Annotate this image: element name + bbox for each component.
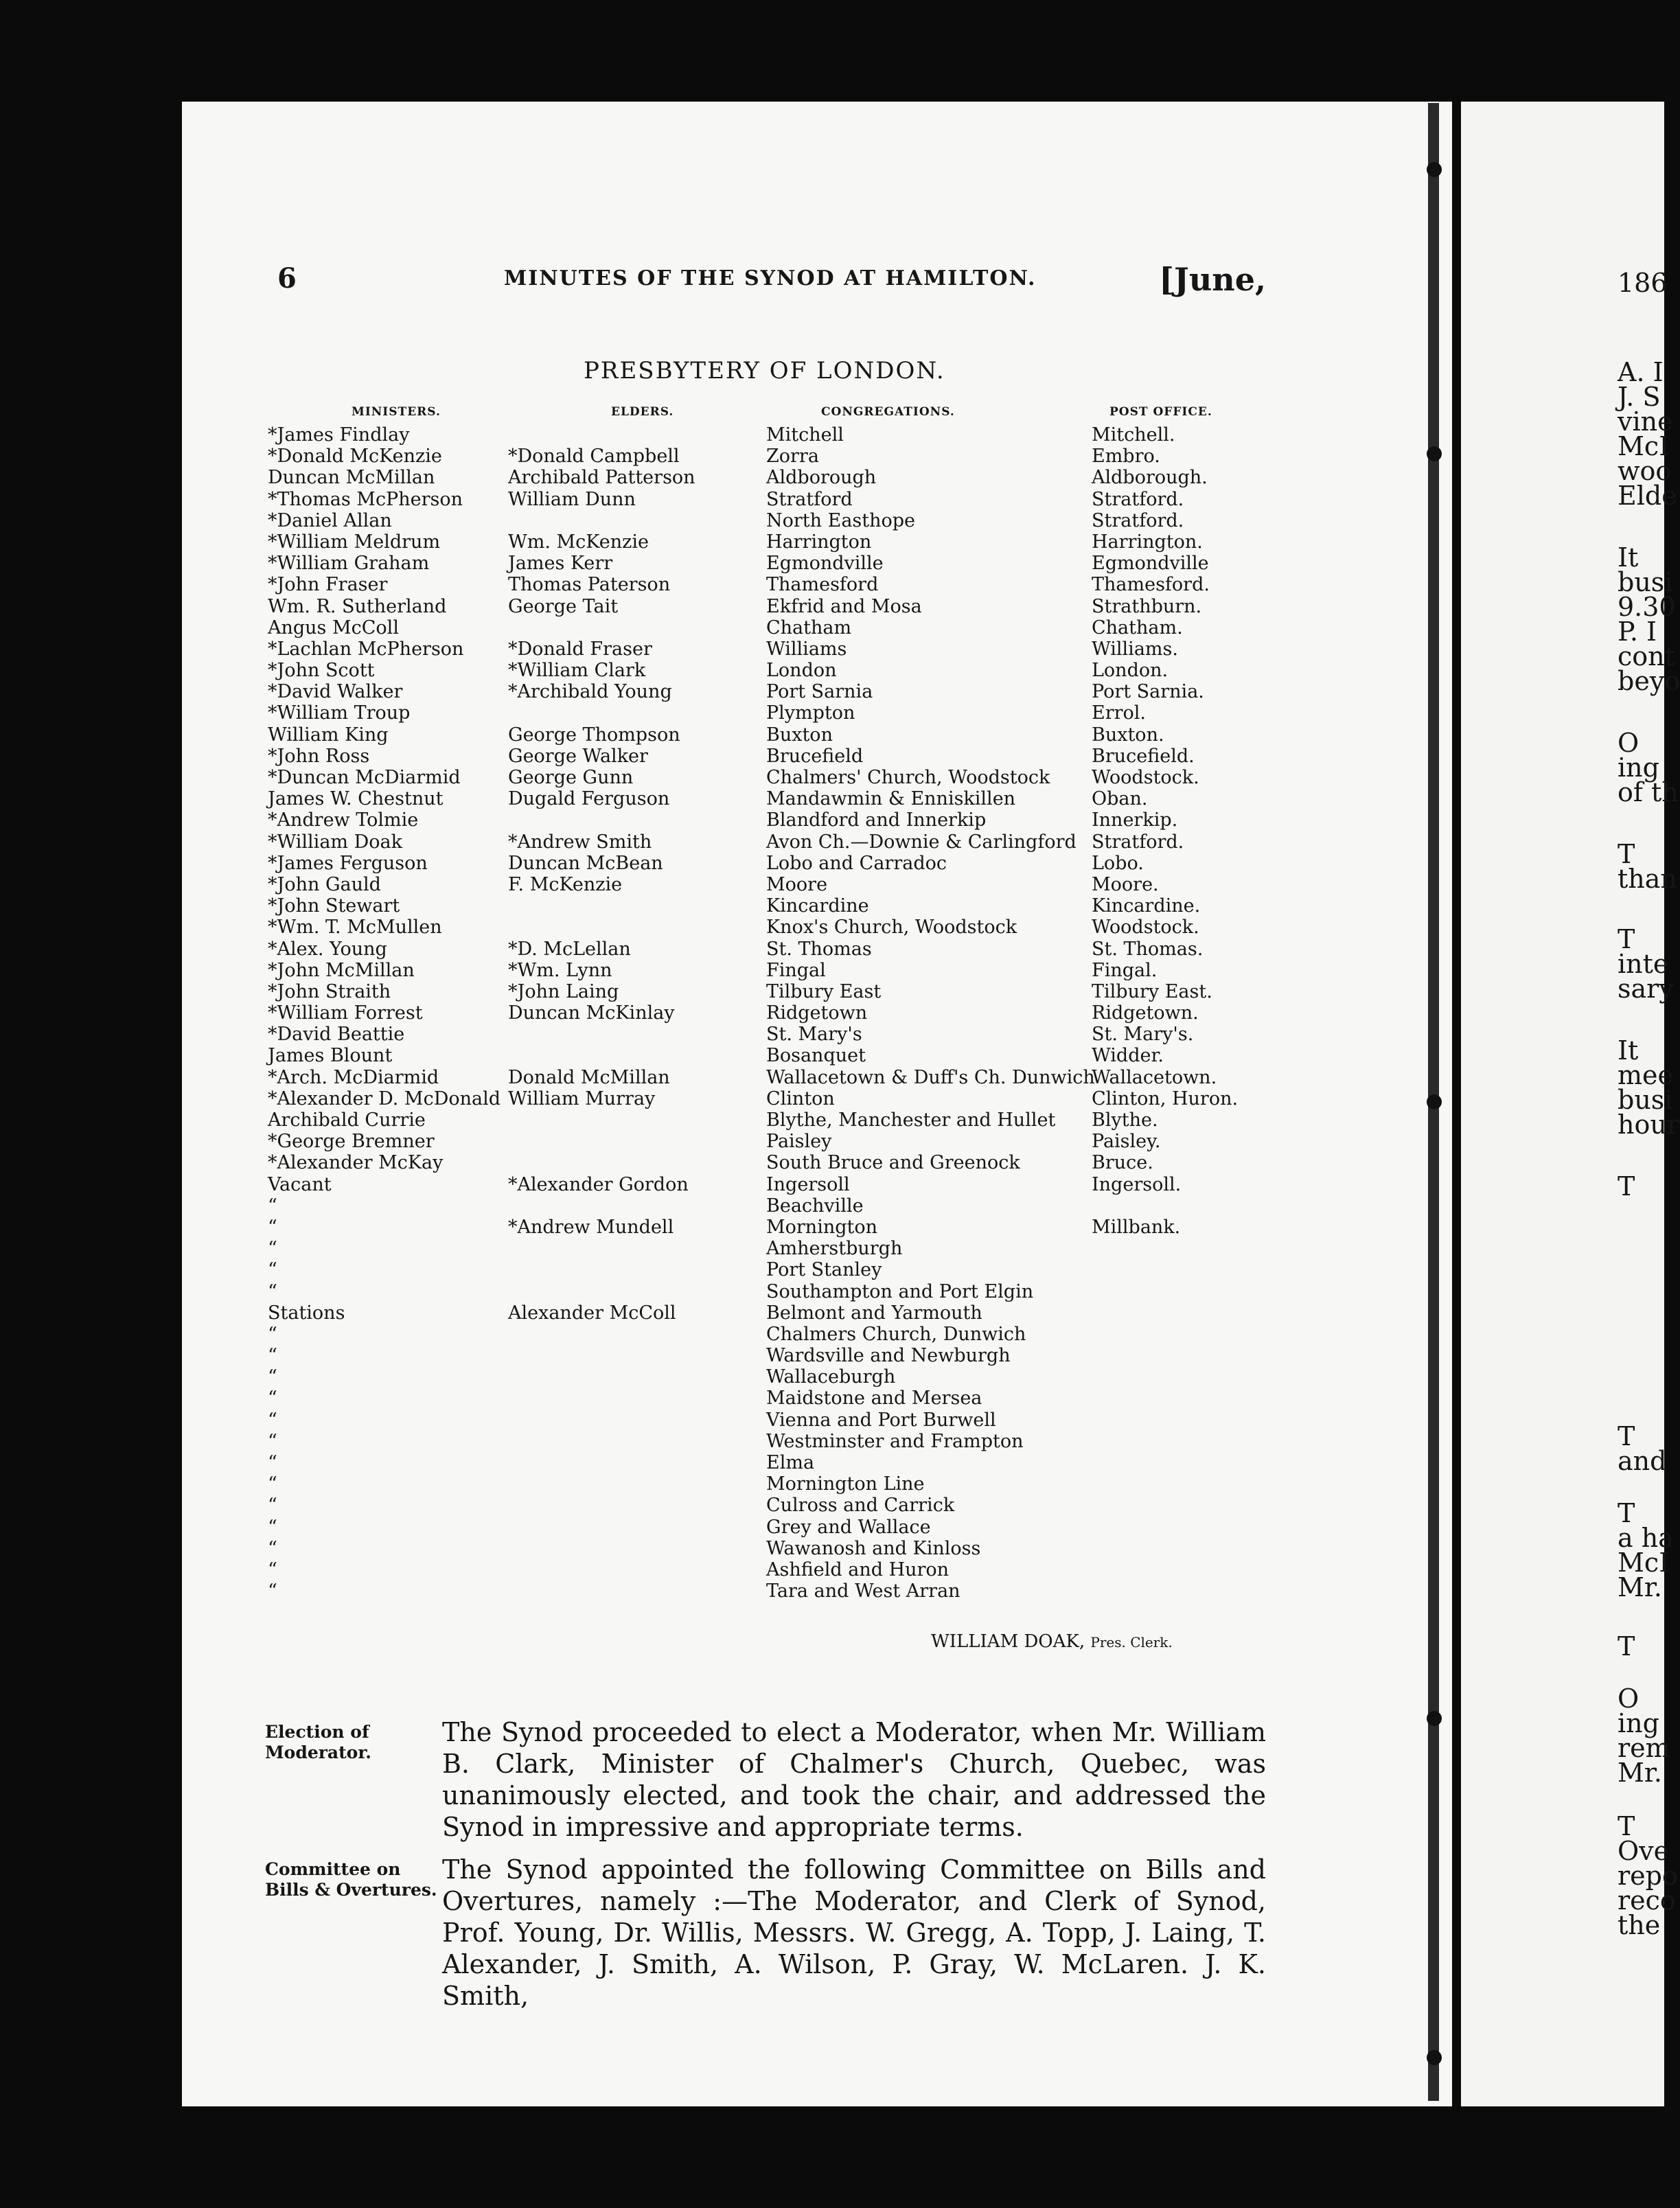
minister-cell: *William Troup [268,702,411,724]
congregation-cell: Knox's Church, Woodstock [766,917,1017,939]
right-page-line: P. I [1618,617,1657,647]
post-office-cell: Paisley. [1092,1131,1161,1153]
elder-cell: *Wm. Lynn [508,959,612,981]
table-row [268,981,1250,1002]
congregation-cell: Paisley [766,1131,832,1153]
table-row [268,724,1250,746]
congregation-cell: Williams [766,638,847,660]
minister-cell: “ [268,1409,277,1431]
congregation-cell: Blythe, Manchester and Hullet [766,1109,1056,1131]
right-page-line: beyo [1618,666,1680,696]
post-office-cell: St. Thomas. [1092,938,1204,960]
table-row [268,1517,1250,1538]
congregation-cell: Egmondville [766,553,884,575]
elder-cell: *Donald Campbell [508,446,680,468]
elder-cell: Wm. McKenzie [508,531,649,553]
table-row [268,596,1250,617]
table-row [268,1281,1250,1302]
table-row [268,1580,1250,1602]
table-row [268,1195,1250,1217]
congregation-cell: Wallacetown & Duff's Ch. Dunwich [766,1066,1095,1088]
congregation-cell: Moore [766,873,828,895]
minister-cell: *Arch. McDiarmid [268,1066,439,1088]
congregation-cell: Plympton [766,702,855,724]
minister-cell: “ [268,1495,277,1517]
table-row [268,702,1250,724]
minister-cell: *Daniel Allan [268,509,392,531]
congregation-cell: Westminster and Frampton [766,1430,1024,1452]
right-page-line: sary [1618,974,1674,1004]
post-office-cell: Mitchell. [1092,424,1175,446]
table-row [268,917,1250,938]
minister-cell: “ [268,1452,277,1473]
post-office-cell: Errol. [1092,702,1146,724]
elder-cell: Donald McMillan [508,1066,670,1088]
table-row [268,767,1250,788]
post-office-cell: Stratford. [1092,509,1184,531]
minister-cell: *Alex. Young [268,938,387,960]
congregation-cell: London [766,660,837,682]
minister-cell: James W. Chestnut [268,788,444,810]
minister-cell: “ [268,1473,277,1495]
minister-cell: *Wm. T. McMullen [268,917,442,939]
congregation-cell: Ridgetown [766,1002,868,1024]
congregation-cell: Aldborough [766,467,877,489]
congregation-cell: Clinton [766,1088,835,1109]
table-row [268,1131,1250,1152]
table-row [268,1088,1250,1109]
elder-cell: George Walker [508,745,648,767]
minister-cell: Vacant [268,1173,332,1195]
right-page-line: A. I [1618,357,1664,387]
minister-cell: *John Straith [268,980,391,1002]
elder-cell: *D. McLellan [508,938,631,960]
clerk-signature [931,1631,1173,1652]
table-row [268,574,1250,595]
minister-cell: *Donald McKenzie [268,446,442,468]
congregation-cell: Port Sarnia [766,681,873,703]
congregation-cell: Bosanquet [766,1045,866,1067]
post-office-cell: Bruce. [1092,1152,1153,1174]
table-row [268,746,1250,767]
minister-cell: *Duncan McDiarmid [268,767,461,788]
congregation-cell: Zorra [766,446,819,468]
post-office-cell: Embro. [1092,446,1160,468]
congregation-cell: Ekfrid and Mosa [766,595,922,617]
table-row [268,831,1250,853]
minister-cell: *David Beattie [268,1024,405,1046]
elder-cell: Archibald Patterson [508,467,695,489]
paragraph-committee: The Synod appointed the following Committee on Bills and Overtures, namely :—The Moderator, and Clerk of Synod, Prof. Young, Dr. Willis, Messrs. W. Gregg, A. Topp, J. Laing, T. Alexander, J. Smith, A. Wilson, P. Gray, W. McLaren. J. K. Smith, [442,1854,1266,2011]
post-office-cell: Ingersoll. [1092,1173,1182,1195]
elder-cell: *Andrew Smith [508,831,652,853]
minister-cell: Archibald Currie [268,1109,426,1131]
congregation-cell: Kincardine [766,895,869,917]
table-row [268,1324,1250,1345]
column-header-congregations: CONGREGATIONS. [821,405,955,419]
post-office-cell: Fingal. [1092,959,1158,981]
congregation-cell: Mandawmin & Enniskillen [766,788,1016,810]
minister-cell: “ [268,1559,277,1580]
right-page-line: T [1618,1171,1635,1201]
table-row [268,895,1250,917]
right-page-line: Elde [1618,481,1677,511]
post-office-cell: Oban. [1092,788,1148,810]
elder-cell: George Thompson [508,724,680,746]
congregation-cell: South Bruce and Greenock [766,1152,1020,1174]
right-page-line: reco [1618,1885,1676,1916]
right-page-line: McI [1618,431,1670,461]
minister-cell: “ [268,1366,277,1388]
right-page-line: T [1618,1631,1635,1661]
post-office-cell: Wallacetown. [1092,1066,1217,1088]
post-office-cell: Aldborough. [1092,467,1208,489]
right-page-line: 186 [1618,268,1668,298]
minister-cell: Wm. R. Sutherland [268,595,447,617]
binding-thread [1427,1711,1442,1726]
congregation-cell: Chalmers' Church, Woodstock [766,767,1050,788]
minister-cell: Duncan McMillan [268,467,435,489]
congregation-cell: Beachville [766,1195,864,1217]
congregation-cell: Thamesford [766,574,879,596]
minister-cell: “ [268,1388,277,1410]
minister-cell: “ [268,1259,277,1281]
minister-cell: *John Gauld [268,873,381,895]
right-page-line: T [1618,1811,1635,1841]
binding-thread [1427,2050,1442,2065]
binding-thread [1427,162,1442,177]
table-row [268,510,1250,531]
margin-note-committee: Committee on Bills & Overtures. [265,1859,437,1900]
table-row [268,1217,1250,1238]
right-page-line: O [1618,728,1639,758]
elder-cell: *William Clark [508,660,646,682]
right-page-line: vine [1618,406,1673,437]
right-page-line: It [1618,542,1639,573]
elder-cell: *Alexander Gordon [508,1173,689,1195]
minister-cell: *John Stewart [268,895,400,917]
presbytery-roll [268,424,1250,1602]
post-office-cell: Ridgetown. [1092,1002,1199,1024]
right-page-line: and [1618,1446,1667,1476]
post-office-cell: Kincardine. [1092,895,1201,917]
minister-cell: *William Doak [268,831,402,853]
right-page-line: T [1618,1421,1635,1451]
congregation-cell: Mornington [766,1216,877,1238]
post-office-cell: Stratford. [1092,488,1184,510]
right-page-line: 9.30 [1618,592,1676,622]
elder-cell: Duncan McBean [508,852,663,874]
elder-cell: William Murray [508,1088,656,1109]
post-office-cell: Innerkip. [1092,809,1178,831]
post-office-cell: Williams. [1092,638,1178,660]
right-page-line: of th [1618,777,1679,807]
running-date: [June, [1159,261,1266,298]
table-row [268,553,1250,574]
post-office-cell: Harrington. [1092,531,1203,553]
table-row [268,1431,1250,1452]
minister-cell: *John McMillan [268,959,415,981]
margin-note-election: Election of Moderator. [265,1722,371,1762]
table-row [268,1366,1250,1388]
right-page-line: Mr. [1618,1758,1662,1788]
table-row [268,681,1250,702]
post-office-cell: Woodstock. [1092,917,1199,939]
elder-cell: George Tait [508,595,619,617]
post-office-cell: Strathburn. [1092,595,1202,617]
congregation-cell: St. Thomas [766,938,872,960]
congregation-cell: Belmont and Yarmouth [766,1302,982,1324]
right-page-line: cont [1618,641,1675,671]
right-page-line: rem [1618,1733,1670,1763]
minister-cell: *William Meldrum [268,531,441,553]
elder-cell: F. McKenzie [508,873,623,895]
elder-cell: George Gunn [508,767,634,788]
congregation-cell: Maidstone and Mersea [766,1388,982,1410]
minister-cell: *James Findlay [268,424,410,446]
table-row [268,489,1250,510]
right-page-line: hour [1618,1109,1679,1140]
minister-cell: Stations [268,1302,345,1324]
right-page-line: T [1618,1498,1635,1528]
elder-cell: Dugald Ferguson [508,788,670,810]
post-office-cell: St. Mary's. [1092,1024,1194,1046]
table-row [268,809,1250,831]
right-page-line: ing [1618,752,1659,783]
minister-cell: “ [268,1580,277,1602]
post-office-cell: Buxton. [1092,724,1164,746]
minister-cell: “ [268,1280,277,1302]
table-row [268,1495,1250,1516]
minister-cell: “ [268,1430,277,1452]
post-office-cell: Millbank. [1092,1216,1181,1238]
elder-cell: William Dunn [508,488,636,510]
table-row [268,1109,1250,1131]
right-page-line: T [1618,839,1635,869]
table-row [268,874,1250,895]
congregation-cell: Tilbury East [766,980,882,1002]
congregation-cell: Stratford [766,488,853,510]
minister-cell: *John Ross [268,745,370,767]
post-office-cell: Tilbury East. [1092,980,1212,1002]
congregation-cell: Harrington [766,531,872,553]
post-office-cell: Widder. [1092,1045,1164,1067]
congregation-cell: Mornington Line [766,1473,925,1495]
right-page-line: It [1618,1035,1639,1066]
right-page-line: McI [1618,1548,1670,1578]
minister-cell: *James Ferguson [268,852,428,874]
table-row [268,446,1250,467]
minister-cell: *Thomas McPherson [268,488,463,510]
congregation-cell: Chatham [766,617,852,639]
column-header-elders: ELDERS. [611,405,674,419]
congregation-cell: Blandford and Innerkip [766,809,987,831]
table-row [268,853,1250,874]
minister-cell: *George Bremner [268,1131,435,1153]
page-number: 6 [277,262,297,295]
minister-cell: “ [268,1238,277,1260]
column-header-post-office: POST OFFICE. [1109,405,1212,419]
congregation-cell: Wallaceburgh [766,1366,896,1388]
congregation-cell: Avon Ch.—Downie & Carlingford [766,831,1077,853]
right-page-line: than [1618,864,1677,894]
table-row [268,1238,1250,1259]
table-row [268,424,1250,446]
right-page-line: repo [1618,1861,1678,1891]
table-row [268,1024,1250,1045]
post-office-cell: Blythe. [1092,1109,1158,1131]
table-row [268,788,1250,809]
binding-thread [1427,1094,1442,1109]
post-office-cell: Moore. [1092,873,1159,895]
table-row [268,1152,1250,1173]
post-office-cell: Stratford. [1092,831,1184,853]
elder-cell: *Archibald Young [508,681,672,703]
congregation-cell: Amherstburgh [766,1238,903,1260]
congregation-cell: Lobo and Carradoc [766,852,947,874]
presbytery-title: PRESBYTERY OF LONDON. [584,357,945,384]
elder-cell: *Andrew Mundell [508,1216,674,1238]
congregation-cell: Ashfield and Huron [766,1559,950,1580]
congregation-cell: Ingersoll [766,1173,850,1195]
right-page-line: O [1618,1683,1639,1714]
table-row [268,1452,1250,1473]
congregation-cell: Elma [766,1452,815,1473]
table-row [268,467,1250,488]
congregation-cell: Buxton [766,724,833,746]
table-row [268,1174,1250,1195]
post-office-cell: Port Sarnia. [1092,681,1204,703]
table-row [268,617,1250,639]
congregation-cell: Wawanosh and Kinloss [766,1537,981,1559]
minister-cell: *Alexander McKay [268,1152,444,1174]
congregation-cell: Wardsville and Newburgh [766,1345,1011,1367]
elder-cell: Thomas Paterson [508,574,671,596]
minister-cell: “ [268,1216,277,1238]
minister-cell: “ [268,1323,277,1345]
clerk-name: WILLIAM DOAK, [931,1631,1085,1652]
congregation-cell: St. Mary's [766,1024,862,1046]
post-office-cell: Thamesford. [1092,574,1210,596]
table-row [268,960,1250,981]
minister-cell: “ [268,1195,277,1217]
congregation-cell: North Easthope [766,509,916,531]
post-office-cell: Egmondville [1092,553,1209,575]
right-page-line: J. S [1618,382,1661,412]
right-page-line: the [1618,1910,1661,1940]
post-office-cell: Chatham. [1092,617,1183,639]
table-row [268,639,1250,660]
table-row [268,1345,1250,1366]
table-row [268,1002,1250,1024]
minister-cell: James Blount [268,1045,393,1067]
minister-cell: “ [268,1537,277,1559]
column-header-ministers: MINISTERS. [352,405,441,419]
congregation-cell: Brucefield [766,745,864,767]
congregation-cell: Southampton and Port Elgin [766,1280,1034,1302]
table-row [268,1067,1250,1088]
post-office-cell: Woodstock. [1092,767,1199,788]
right-page-line: Mr. [1618,1572,1662,1602]
table-row [268,1045,1250,1066]
right-page-line: inte [1618,949,1669,979]
minister-cell: *John Scott [268,660,375,682]
right-page-line: ing [1618,1708,1659,1738]
minister-cell: *William Graham [268,553,430,575]
elder-cell: James Kerr [508,553,613,575]
table-row [268,1559,1250,1580]
minister-cell: *Andrew Tolmie [268,809,419,831]
post-office-cell: Brucefield. [1092,745,1195,767]
elder-cell: Duncan McKinlay [508,1002,675,1024]
table-row [268,1410,1250,1431]
table-row [268,1259,1250,1280]
right-page-line: busi [1618,567,1673,597]
minister-cell: Angus McColl [268,617,399,639]
congregation-cell: Vienna and Port Burwell [766,1409,996,1431]
table-row [268,939,1250,960]
elder-cell: *John Laing [508,980,619,1002]
minister-cell: “ [268,1345,277,1367]
right-page-line: busi [1618,1085,1673,1115]
post-office-cell: London. [1092,660,1169,682]
table-row [268,1473,1250,1495]
table-row [268,660,1250,681]
right-page-line: Ove [1618,1836,1670,1866]
congregation-cell: Culross and Carrick [766,1495,955,1517]
table-row [268,1538,1250,1559]
minister-cell: *William Forrest [268,1002,423,1024]
minister-cell: *Alexander D. McDonald [268,1088,501,1109]
running-title: MINUTES OF THE SYNOD AT HAMILTON. [504,266,1037,290]
congregation-cell: Port Stanley [766,1259,882,1281]
right-page-line: a ha [1618,1523,1674,1553]
congregation-cell: Tara and West Arran [766,1580,960,1602]
clerk-title: Pres. Clerk. [1090,1634,1173,1651]
page-header [277,262,1266,303]
right-page-line: woo [1618,456,1672,486]
table-row [268,1388,1250,1409]
table-row [268,531,1250,553]
congregation-cell: Chalmers Church, Dunwich [766,1323,1026,1345]
paragraph-election: The Synod proceeded to elect a Moderator, when Mr. William B. Clark, Minister of Chalmer's Church, Quebec, was unanimously elected, and took the chair, and addressed the Synod in impressive and appropriate terms. [442,1717,1266,1842]
elder-cell: Alexander McColl [508,1302,676,1324]
minister-cell: *David Walker [268,681,403,703]
minister-cell: William King [268,724,389,746]
congregation-cell: Fingal [766,959,826,981]
right-page-line: mee [1618,1060,1674,1090]
post-office-cell: Lobo. [1092,852,1144,874]
elder-cell: *Donald Fraser [508,638,652,660]
binding-thread [1427,446,1442,461]
post-office-cell: Clinton, Huron. [1092,1088,1239,1109]
table-row [268,1302,1250,1324]
minister-cell: *John Fraser [268,574,388,596]
congregation-cell: Mitchell [766,424,844,446]
right-page-line: T [1618,924,1635,954]
congregation-cell: Grey and Wallace [766,1516,931,1538]
minister-cell: *Lachlan McPherson [268,638,464,660]
minister-cell: “ [268,1516,277,1538]
